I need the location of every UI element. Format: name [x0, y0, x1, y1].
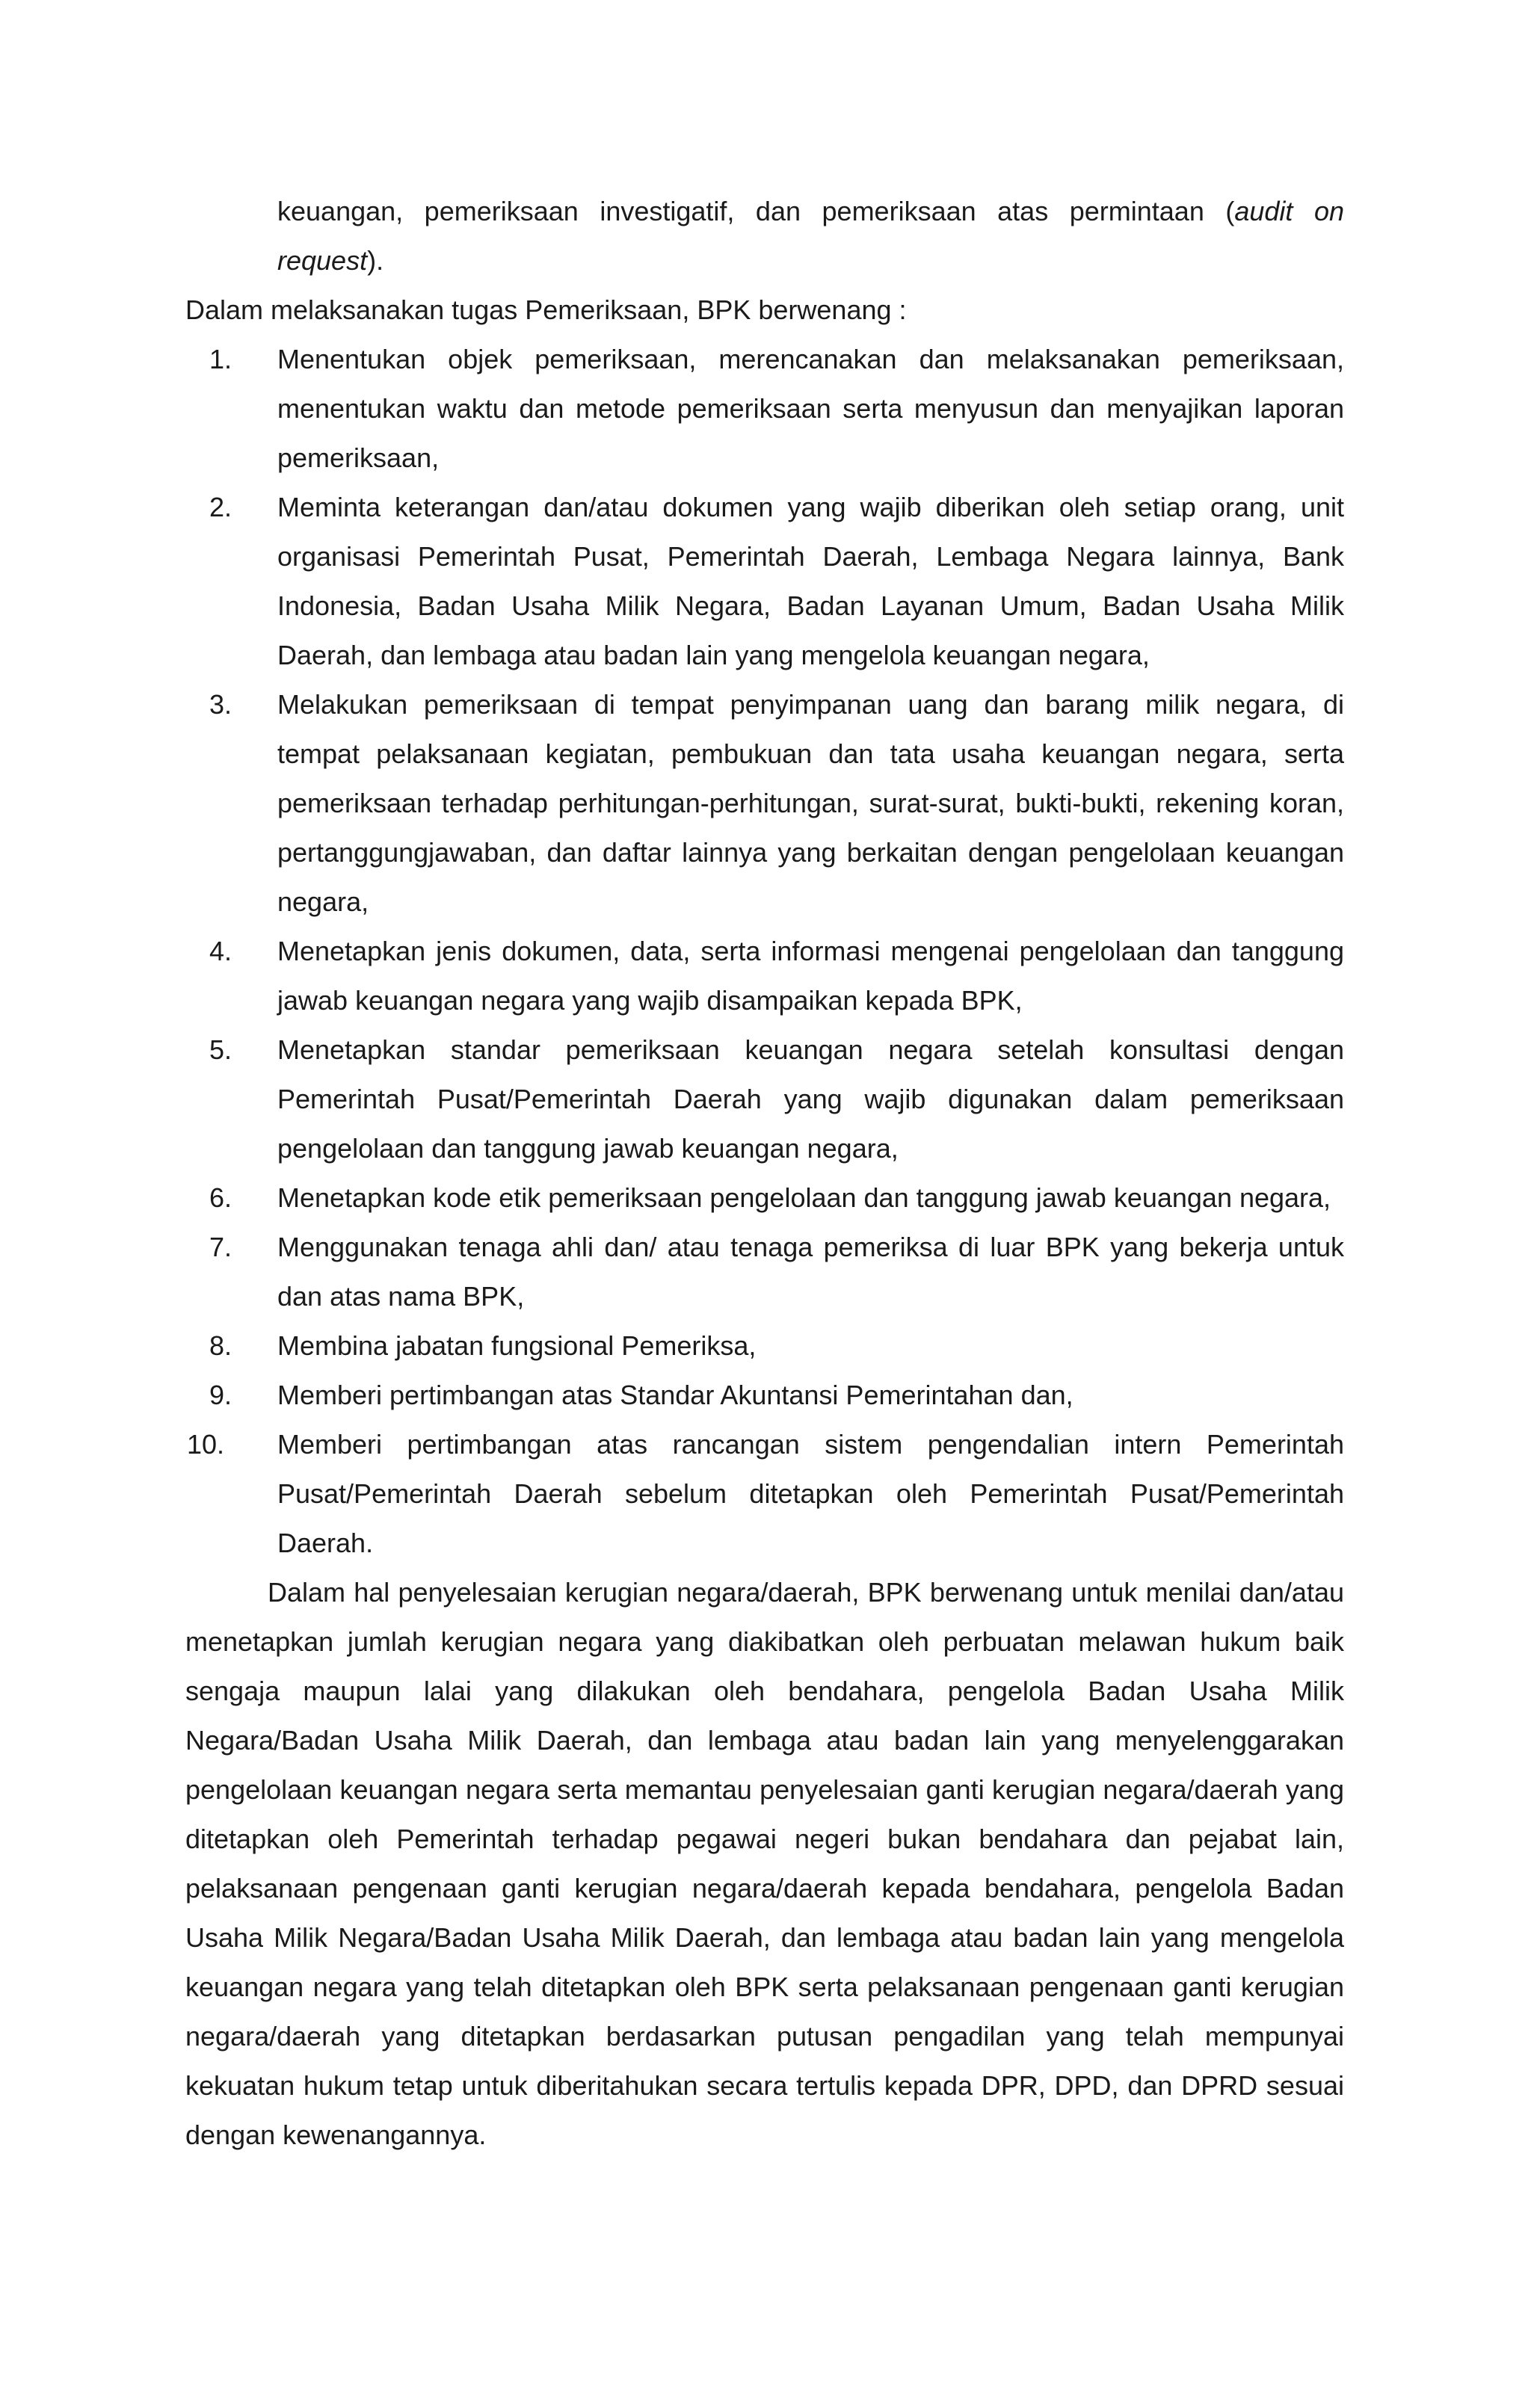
continuation-italic-term: audit on request: [277, 196, 1344, 276]
body-paragraph: Dalam hal penyelesaian kerugian negara/daerah, BPK berwenang untuk menilai dan/atau menetapkan jumlah kerugian negara yang diakibatkan oleh perbuatan melawan hukum baik sengaja maupun lalai yang dilakukan oleh bendahara, pengelola Badan Usaha Milik Negara/Badan Usaha Milik Daerah, dan lembaga atau badan lain yang menyelenggarakan pengelolaan keuangan negara serta memantau penyelesaian ganti kerugian negara/daerah yang ditetapkan oleh Pemerintah terhadap pegawai negeri bukan bendahara dan pejabat lain, pelaksanaan pengenaan ganti kerugian negara/daerah kepada bendahara, pengelola Badan Usaha Milik Negara/Badan Usaha Milik Daerah, dan lembaga atau badan lain yang mengelola keuangan negara yang telah ditetapkan oleh BPK serta pelaksanaan pengenaan ganti kerugian negara/daerah yang ditetapkan berdasarkan putusan pengadilan yang telah mempunyai kekuatan hukum tetap untuk diberitahukan secara tertulis kepada DPR, DPD, dan DPRD sesuai dengan kewenangannya.: [185, 1577, 1344, 2150]
list-item-number: 1.: [209, 344, 232, 374]
list-item-number: 6.: [209, 1182, 232, 1213]
list-item-text: Meminta keterangan dan/atau dokumen yang wajib diberikan oleh setiap orang, unit organisasi Pemerintah Pusat, Pemerintah Daerah, Lembaga Negara lainnya, Bank Indonesia, Badan Usaha Milik Negara, Badan Layanan Umum, Badan Usaha Milik Daerah, dan lembaga atau badan lain yang mengelola keuangan negara,: [277, 492, 1344, 670]
list-item-3: [185, 680, 1344, 927]
authority-list: [185, 335, 1344, 1568]
continuation-text-before: keuangan, pemeriksaan investigatif, dan pemeriksaan atas permintaan (: [277, 196, 1235, 226]
list-item-7: [185, 1223, 1344, 1321]
list-item-6: [185, 1173, 1344, 1223]
list-item-number: 3.: [209, 689, 232, 720]
list-item-4: [185, 927, 1344, 1025]
continuation-text: [277, 187, 1344, 285]
list-item-text: Membina jabatan fungsional Pemeriksa,: [277, 1330, 757, 1361]
list-item-number: 10.: [187, 1429, 225, 1460]
list-item-number: 9.: [209, 1380, 232, 1410]
list-item-2: [185, 483, 1344, 680]
list-item-9: [185, 1371, 1344, 1420]
list-item-10: [185, 1420, 1344, 1568]
list-item-8: [185, 1321, 1344, 1371]
list-item-number: 8.: [209, 1330, 232, 1361]
document-body: [185, 187, 1344, 2160]
list-item-number: 2.: [209, 492, 232, 522]
list-item-text: Memberi pertimbangan atas rancangan sistem pengendalian intern Pemerintah Pusat/Pemerintah Daerah sebelum ditetapkan oleh Pemerintah Pusat/Pemerintah Daerah.: [277, 1429, 1344, 1558]
continuation-text-after: ).: [367, 245, 384, 276]
list-item-text: Memberi pertimbangan atas Standar Akuntansi Pemerintahan dan,: [277, 1380, 1073, 1410]
list-item-text: Menentukan objek pemeriksaan, merencanakan dan melaksanakan pemeriksaan, menentukan waktu dan metode pemeriksaan serta menyusun dan menyajikan laporan pemeriksaan,: [277, 344, 1344, 473]
list-item-text: Menggunakan tenaga ahli dan/ atau tenaga pemeriksa di luar BPK yang bekerja untuk dan atas nama BPK,: [277, 1232, 1344, 1312]
list-item-number: 5.: [209, 1034, 232, 1065]
list-item-text: Melakukan pemeriksaan di tempat penyimpanan uang dan barang milik negara, di tempat pelaksanaan kegiatan, pembukuan dan tata usaha keuangan negara, serta pemeriksaan terhadap perhitungan-perhitungan, surat-surat, bukti-bukti, rekening koran, pertanggungjawaban, dan daftar lainnya yang berkaitan dengan pengelolaan keuangan negara,: [277, 689, 1344, 917]
list-item-text: Menetapkan standar pemeriksaan keuangan negara setelah konsultasi dengan Pemerintah Pusat/Pemerintah Daerah yang wajib digunakan dalam pemeriksaan pengelolaan dan tanggung jawab keuangan negara,: [277, 1034, 1344, 1164]
list-item-1: [185, 335, 1344, 483]
intro-line: Dalam melaksanakan tugas Pemeriksaan, BPK berwenang :: [185, 294, 907, 325]
list-item-text: Menetapkan jenis dokumen, data, serta informasi mengenai pengelolaan dan tanggung jawab keuangan negara yang wajib disampaikan kepada BPK,: [277, 936, 1344, 1016]
list-item-text: Menetapkan kode etik pemeriksaan pengelolaan dan tanggung jawab keuangan negara,: [277, 1182, 1331, 1213]
list-item-number: 7.: [209, 1232, 232, 1262]
list-item-5: [185, 1025, 1344, 1173]
list-item-number: 4.: [209, 936, 232, 966]
